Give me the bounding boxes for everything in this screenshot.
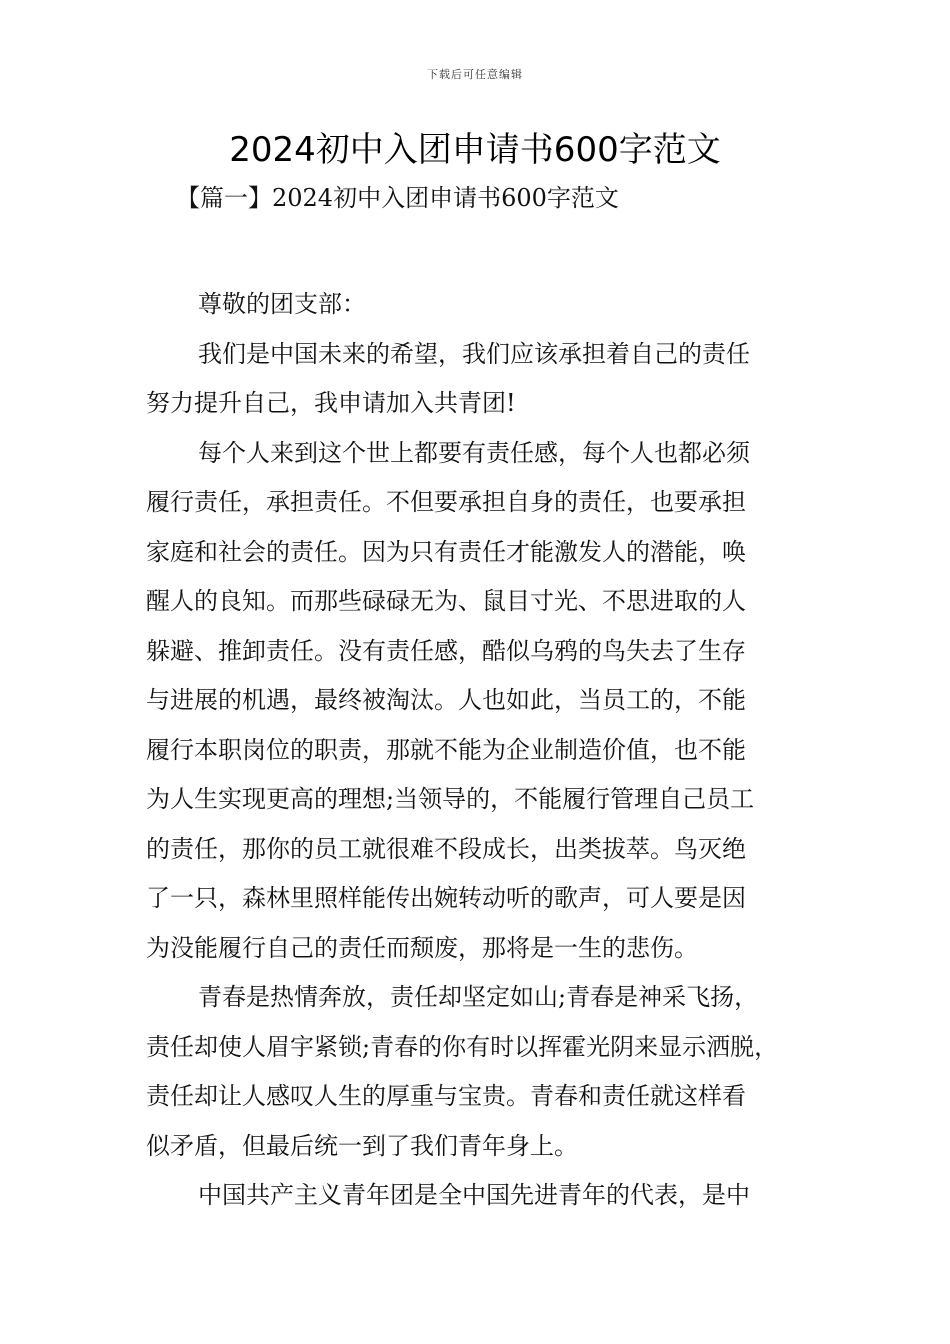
- body-line: 似矛盾，但最后统一到了我们青年身上。: [146, 1131, 578, 1160]
- body-line: 为没能履行自己的责任而颓废，那将是一生的悲伤。: [146, 933, 698, 962]
- body-line: 了一只，森林里照样能传出婉转动听的歌声，可人要是因: [146, 884, 746, 912]
- body-line: 我们是中国未来的希望，我们应该承担着自己的责任: [198, 339, 750, 368]
- body-line: 醒人的良知。而那些碌碌无为、鼠目寸光、不思进取的人: [146, 587, 746, 615]
- body-line: 每个人来到这个世上都要有责任感，每个人也都必须: [198, 438, 750, 467]
- body-line: 履行责任，承担责任。不但要承担自身的责任，也要承担: [146, 488, 746, 516]
- body-line: 的责任，那你的员工就很难不段成长，出类拔萃。鸟灭绝: [146, 834, 746, 863]
- body-line: 努力提升自己，我申请加入共青团!: [146, 389, 516, 417]
- body-line: 躲避、推卸责任。没有责任感，酷似乌鸦的鸟失去了生存: [146, 636, 746, 665]
- body-line: 青春是热情奔放，责任却坚定如山;青春是神采飞扬，: [198, 983, 759, 1011]
- body-line: 履行本职岗位的职责，那就不能为企业制造价值，也不能: [146, 735, 746, 764]
- body-line: 责任却让人感叹人生的厚重与宝贵。青春和责任就这样看: [146, 1082, 746, 1110]
- body-line: 责任却使人眉宇紧锁;青春的你有时以挥霍光阴来显示洒脱，: [146, 1032, 779, 1061]
- body-line: 尊敬的团支部：: [198, 290, 366, 318]
- body-text: [146, 280, 806, 1221]
- section-heading: 【篇一】2024初中入团申请书600字范文: [176, 184, 619, 212]
- body-line: 与进展的机遇，最终被淘汰。人也如此，当员工的，不能: [146, 686, 746, 714]
- body-line: 中国共产主义青年团是全中国先进青年的代表，是中: [198, 1181, 750, 1209]
- document-title: 2024初中入团申请书600字范文: [229, 130, 721, 170]
- body-line: 为人生实现更高的理想;当领导的，不能履行管理自己员工: [146, 785, 755, 813]
- body-line: 家庭和社会的责任。因为只有责任才能激发人的潜能，唤: [146, 537, 746, 566]
- header-note: 下载后可任意编辑: [427, 68, 523, 81]
